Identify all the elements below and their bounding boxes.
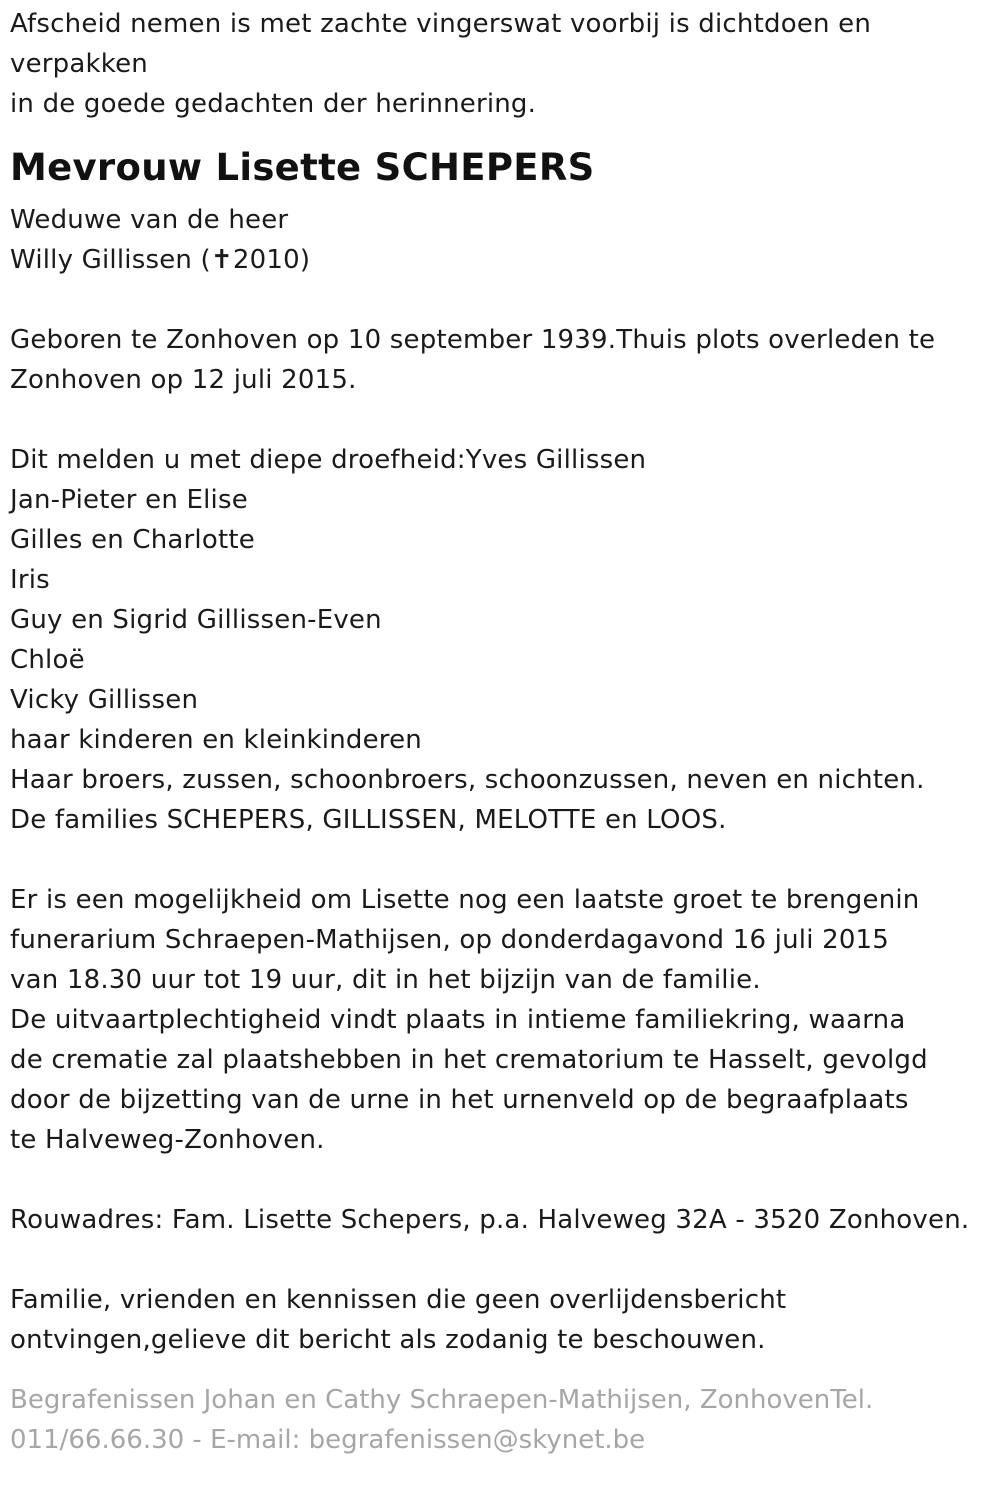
ceremony-line: de crematie zal plaatshebben in het crematorium te Hasselt, gevolgd — [10, 1045, 928, 1075]
birth-death-info — [10, 320, 990, 400]
widow-info — [10, 200, 990, 280]
spacer — [10, 1160, 990, 1200]
family-line: Haar broers, zussen, schoonbroers, schoonzussen, neven en nichten. — [10, 765, 925, 795]
family-line: Gilles en Charlotte — [10, 525, 255, 555]
family-line: De families SCHEPERS, GILLISSEN, MELOTTE en LOOS. — [10, 805, 727, 835]
ceremony-info — [10, 880, 990, 1160]
poem — [10, 4, 990, 124]
widow-line-1: Weduwe van de heer — [10, 205, 289, 235]
ceremony-line: door de bijzetting van de urne in het urnenveld op de begraafplaats — [10, 1085, 909, 1115]
family-line: Vicky Gillissen — [10, 685, 199, 715]
mourning-address — [10, 1200, 990, 1240]
ceremony-line: van 18.30 uur tot 19 uur, dit in het bijzijn van de familie. — [10, 965, 761, 995]
spacer — [10, 840, 990, 880]
family-line: Jan-Pieter en Elise — [10, 485, 248, 515]
notice — [10, 1280, 990, 1360]
family-line: Guy en Sigrid Gillissen-Even — [10, 605, 382, 635]
ceremony-line: Er is een mogelijkheid om Lisette nog een laatste groet te brengenin — [10, 885, 920, 915]
poem-line-2: in de goede gedachten der herinnering. — [10, 89, 537, 119]
notice-line-1: Familie, vrienden en kennissen die geen overlijdensbericht — [10, 1285, 787, 1315]
footer-text: Begrafenissen Johan en Cathy Schraepen-Mathijsen, ZonhovenTel. 011/66.66.30 - E-mail: begrafenissen@skynet.be — [10, 1385, 874, 1455]
widow-line-2: Willy Gillissen (✝2010) — [10, 245, 311, 275]
ceremony-line: De uitvaartplechtigheid vindt plaats in intieme familiekring, waarna — [10, 1005, 906, 1035]
spacer — [10, 1240, 990, 1280]
ceremony-line: funerarium Schraepen-Mathijsen, op donderdagavond 16 juli 2015 — [10, 925, 890, 955]
family-line: haar kinderen en kleinkinderen — [10, 725, 422, 755]
deceased-name: Mevrouw Lisette SCHEPERS — [10, 146, 595, 189]
family-line: Iris — [10, 565, 50, 595]
family-line: Dit melden u met diepe droefheid:Yves Gillissen — [10, 445, 647, 475]
funeral-home-footer — [10, 1380, 990, 1460]
spacer — [10, 400, 990, 440]
birth-death-text: Geboren te Zonhoven op 10 september 1939.Thuis plots overleden te Zonhoven op 12 juli 2015. — [10, 325, 936, 395]
address-text: Rouwadres: Fam. Lisette Schepers, p.a. Halveweg 32A - 3520 Zonhoven. — [10, 1205, 970, 1235]
notice-line-2: ontvingen,gelieve dit bericht als zodanig te beschouwen. — [10, 1325, 766, 1355]
spacer — [10, 280, 990, 320]
poem-line-1: Afscheid nemen is met zachte vingerswat voorbij is dichtdoen en verpakken — [10, 9, 872, 79]
family-line: Chloë — [10, 645, 85, 675]
family-list — [10, 440, 990, 840]
ceremony-line: te Halveweg-Zonhoven. — [10, 1125, 325, 1155]
